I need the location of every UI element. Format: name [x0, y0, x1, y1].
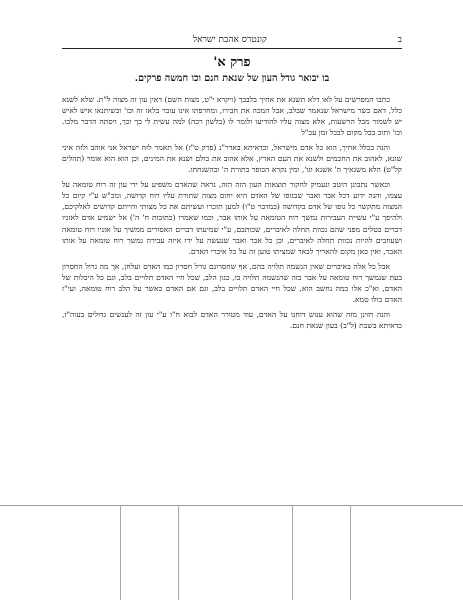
running-title: קונטרס אהבת ישראל [192, 35, 267, 45]
scan-guide-line [350, 505, 351, 600]
scan-guide-line [120, 505, 121, 600]
paragraph: אבל כל אלה באיברים שאין הנשמה תלויה בהם, אף שחסרונם גורל חסרון כמו האדם ועלחן, אך מה גרול החסרון בעת שנמשך רוח טומאה על אבר כזה שהנשמה תלויה בו, כגון הלב, שכל חיי האדם תלויים בלב, וגם כל היכלות של האדם, וא"כ אלו כמה נחשב הוא, שכל חיי האדם תלויים בלב, וגם אם האדם כאשר על הלב רוח טומאה, ועי"ז האדם כולו טמא. [62, 261, 402, 304]
page-number: ב [397, 35, 402, 45]
chapter-title: פרק א' [213, 55, 251, 70]
chapter-subtitle: בו יבואר גודל העון של שנאת חנם וכו חמשה פרקים. [134, 73, 330, 84]
running-header [62, 34, 402, 45]
scan-guide-line [178, 505, 179, 600]
header-rule [62, 48, 402, 49]
paragraph: והנה בכלל אחיך, הוא כל אדם מישראל, וכדאיתא באדר"נ (פרק ט"ז) אל תאמר לזה ישראל אני אוהב ולזה איני שונא, לאהוב את החכמים ולשנא את העם הארץ, אלא אהוב את כולם ושנא את המינים, וכן הוא הוא אומר (תהלים קל"ט) הלא משנאיך ה' אשנא וגו', ומין נקרא הכופר בתורת ה' ובהשגחתו. [62, 143, 402, 175]
scan-edge-line [0, 505, 463, 506]
body-text [62, 94, 402, 331]
paragraph: כתבו המפרשים על לאו דלא תשנא את אחיך בלבבך (ויקרא י"ט, מצות השם) דאין עון זה מצוה ל"ת. שלא לשנא כלל, דאם כשר מישראל שנאמר שבלב, אבל המכה את חבירו, ומחרפתו אינו עובר בלאו זה וכו' וכשיתנאו איש לאיש יש לשמור מבל הרשעות, אלא מצוה עליו להודיעו ולומר לו (בלשון רכה) למה עשית לי כך וכך, ויסתה הדבר מלבו. וכו' ותוכ בכל מקום לבכל זמן עכ"ל [62, 95, 402, 138]
paragraph: והנה חזינן מזה שהוא ענוש דוחנו על האדם, עוד מטורר האדם לבוא ח"ו ע"י עון זה לענשים גדולים בעוה"ז, כדאיתא בשבת (ל"ב) בעון שנאת חנם. [62, 309, 402, 330]
scan-guide-line [292, 505, 293, 600]
paragraph: וכאשר נתבונן היטב ונעמיק לחקור תוצאות העון הזה הזה, נראה שהאדם משפיע על ידי עון זה רוח טומאה על עצמו, והנה ידוע דכל אבר ואבר שבגופו של האדם היא יחוס מצוה שתורת עליו רוח קדושה, ומכ"ש ע"י קיום כל המצוה מתקשר כל גופו של אדם בקדושה (במדבר ט"ו) למען תזכרו ועשיתם את כל מצותי והייתם קדושים לאלקיכם, ולהיפך ע"י עשיית העבירות נמשך רוח הטומאה על אותו אבר, וכמו שאמרו (כתובות ח' ה') אל ישמיע אדם לאזניו דברים בטלים מפני שהם נכוות תחלה לאיברים, שכותבם, ע"י שמיעתו דברים האסורים ממשיך על אזניו רוח טומאה ושעוזבים להיות נכוות תחלה לאיברים, וכן כל אבר ואבר שנעשה על ידו איזה עבירה נמשך רוח טומאה על אותו האבר, ואין כאן מקום להאריך לבאר שמציתו טוען זה על כל איברי האדם. [62, 180, 402, 256]
